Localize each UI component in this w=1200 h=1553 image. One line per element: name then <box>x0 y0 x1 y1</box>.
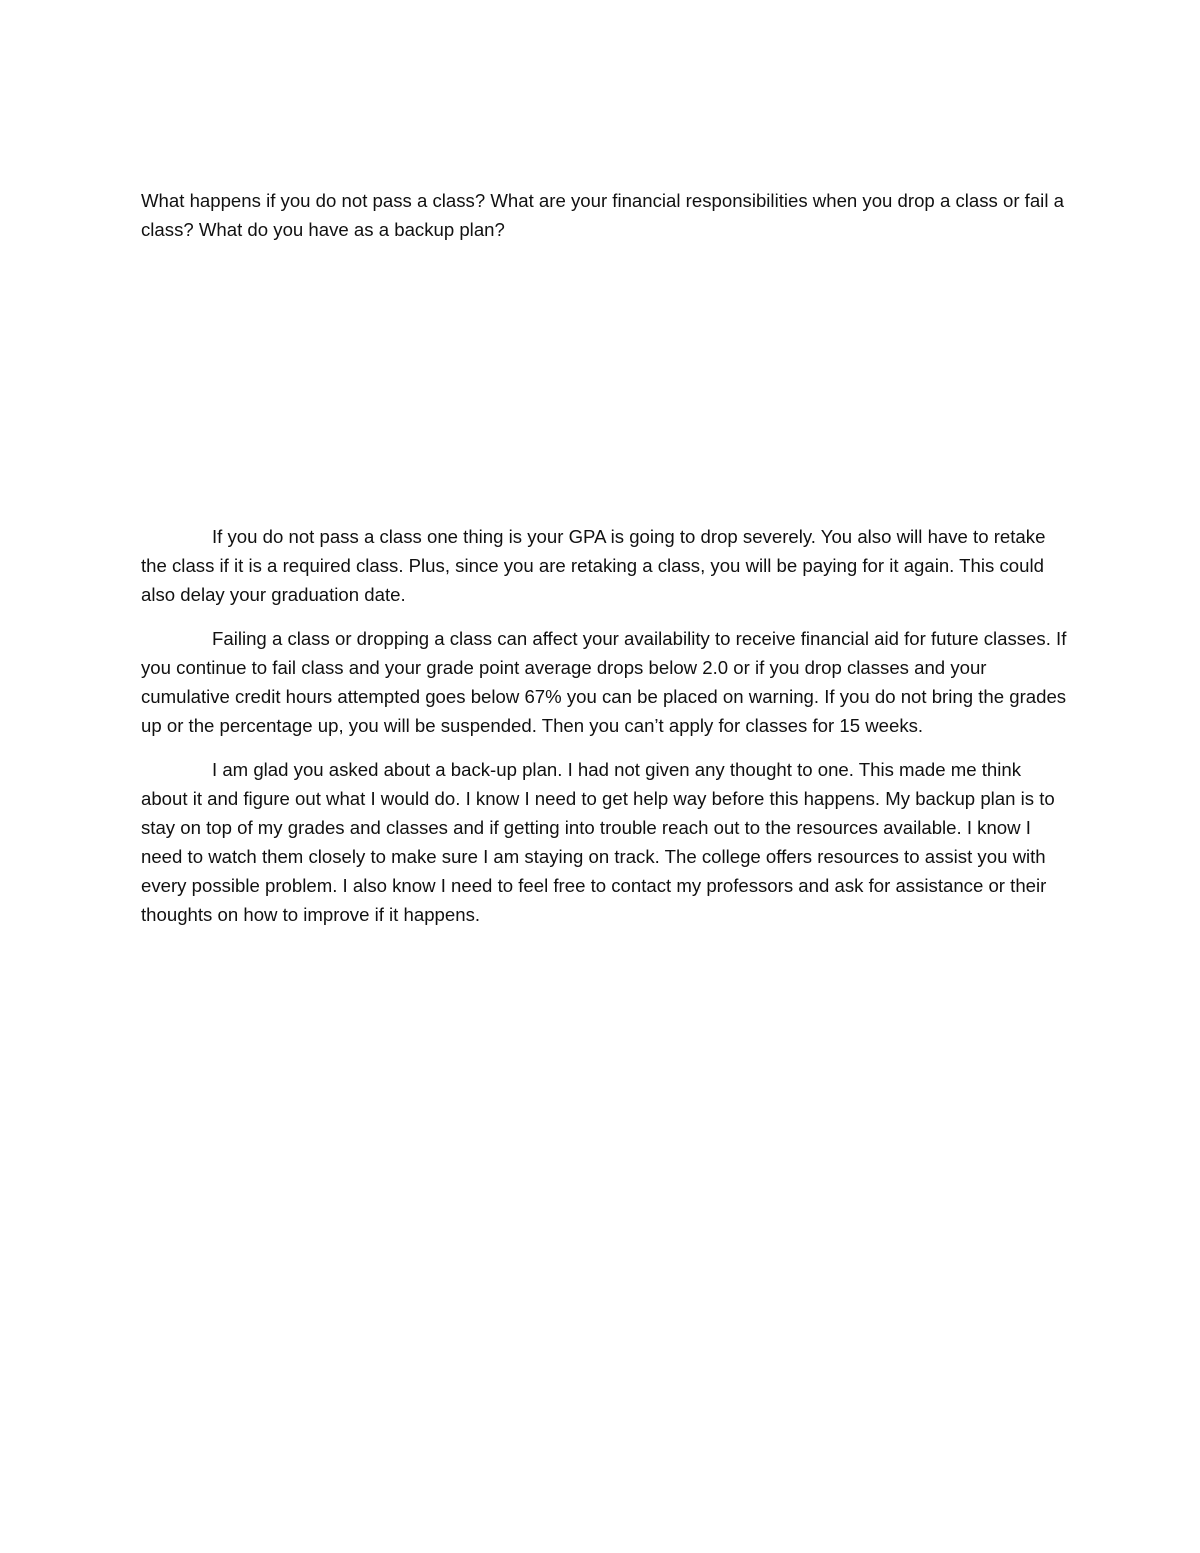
paragraph-gpa-impact: If you do not pass a class one thing is your GPA is going to drop severely. You also will have to retake the class if it is a required class. Plus, since you are retaking a class, you will be paying for it again. This could also delay your graduation date. <box>141 526 1046 605</box>
response-body <box>141 522 1071 944</box>
question-prompt: What happens if you do not pass a class? What are your financial responsibilities when you drop a class or fail a class? What do you have as a backup plan? <box>141 190 1064 240</box>
paragraph-backup-plan: I am glad you asked about a back-up plan. I had not given any thought to one. This made me think about it and figure out what I would do. I know I need to get help way before this happens. My backup plan is to stay on top of my grades and classes and if getting into trouble reach out to the resources available. I know I need to watch them closely to make sure I am staying on track. The college offers resources to assist you with every possible problem. I also know I need to feel free to contact my professors and ask for assistance or their thoughts on how to improve if it happens. <box>141 759 1055 925</box>
paragraph-financial-aid: Failing a class or dropping a class can affect your availability to receive financial aid for future classes. If you continue to fail class and your grade point average drops below 2.0 or if you drop classes and your cumulative credit hours attempted goes below 67% you can be placed on warning. If you do not bring the grades up or the percentage up, you will be suspended. Then you can’t apply for classes for 15 weeks. <box>141 628 1067 736</box>
